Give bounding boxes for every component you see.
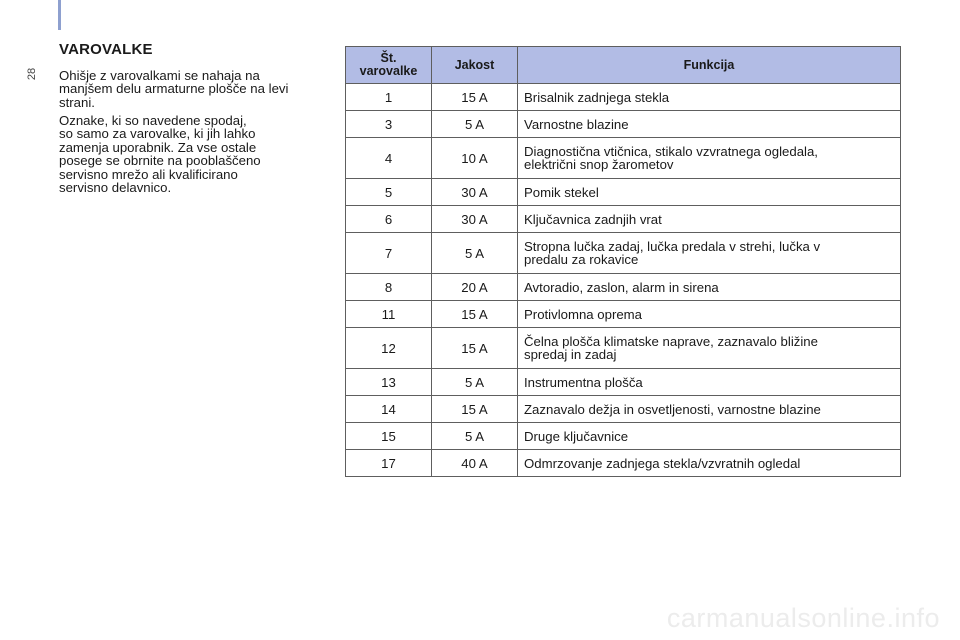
function-cell: Instrumentna plošča xyxy=(518,369,901,396)
section-title: VAROVALKE xyxy=(59,41,153,58)
amperage-cell: 15 A xyxy=(432,84,518,111)
amperage-cell: 40 A xyxy=(432,450,518,477)
function-cell: Stropna lučka zadaj, lučka predala v strehi, lučka v predalu za rokavice xyxy=(518,233,901,274)
amperage-cell: 5 A xyxy=(432,111,518,138)
function-cell: Pomik stekel xyxy=(518,179,901,206)
fuse-table xyxy=(345,46,901,477)
fuse-number-cell: 17 xyxy=(346,450,432,477)
table-header-row xyxy=(346,47,901,84)
fuse-number-cell: 13 xyxy=(346,369,432,396)
table-row xyxy=(346,233,901,274)
fuse-number-cell: 8 xyxy=(346,274,432,301)
table-row xyxy=(346,179,901,206)
table-row xyxy=(346,396,901,423)
table-row xyxy=(346,138,901,179)
watermark: carmanualsonline.info xyxy=(666,603,940,633)
table-row xyxy=(346,301,901,328)
function-cell: Odmrzovanje zadnjega stekla/vzvratnih ogledal xyxy=(518,450,901,477)
intro-paragraph: Ohišje z varovalkami se nahaja na manjšem delu armaturne plošče na levi strani. xyxy=(59,68,289,110)
function-cell: Druge ključavnice xyxy=(518,423,901,450)
function-cell: Brisalnik zadnjega stekla xyxy=(518,84,901,111)
table-row xyxy=(346,369,901,396)
amperage-cell: 10 A xyxy=(432,138,518,179)
fuse-number-cell: 1 xyxy=(346,84,432,111)
amperage-cell: 20 A xyxy=(432,274,518,301)
table-row xyxy=(346,84,901,111)
fuse-number-cell: 4 xyxy=(346,138,432,179)
amperage-cell: 15 A xyxy=(432,396,518,423)
page-number: 28 xyxy=(26,67,39,81)
fuse-number-cell: 3 xyxy=(346,111,432,138)
fuse-number-cell: 14 xyxy=(346,396,432,423)
fuse-number-cell: 12 xyxy=(346,328,432,369)
table-row xyxy=(346,450,901,477)
fuse-number-cell: 15 xyxy=(346,423,432,450)
amperage-cell: 5 A xyxy=(432,233,518,274)
fuse-number-cell: 7 xyxy=(346,233,432,274)
function-cell: Čelna plošča klimatske naprave, zaznavalo bližine spredaj in zadaj xyxy=(518,328,901,369)
table-row xyxy=(346,423,901,450)
amperage-cell: 15 A xyxy=(432,328,518,369)
fuse-number-cell: 5 xyxy=(346,179,432,206)
function-cell: Ključavnica zadnjih vrat xyxy=(518,206,901,233)
function-cell: Diagnostična vtičnica, stikalo vzvratnega ogledala, električni snop žarometov xyxy=(518,138,901,179)
table-row xyxy=(346,111,901,138)
header-fuse-number: Št. varovalke xyxy=(346,47,432,84)
header-function: Funkcija xyxy=(518,47,901,84)
table-row xyxy=(346,328,901,369)
amperage-cell: 15 A xyxy=(432,301,518,328)
function-cell: Protivlomna oprema xyxy=(518,301,901,328)
header-amperage: Jakost xyxy=(432,47,518,84)
function-cell: Varnostne blazine xyxy=(518,111,901,138)
table-row xyxy=(346,274,901,301)
amperage-cell: 5 A xyxy=(432,423,518,450)
function-cell: Zaznavalo dežja in osvetljenosti, varnostne blazine xyxy=(518,396,901,423)
function-cell: Avtoradio, zaslon, alarm in sirena xyxy=(518,274,901,301)
fuse-number-cell: 11 xyxy=(346,301,432,328)
note-paragraph: Oznake, ki so navedene spodaj, so samo za varovalke, ki jih lahko zamenja uporabnik. Za vse ostale posege se obrnite na pooblaščeno servisno mrežo ali kvalificirano servisno delavnico. xyxy=(59,113,261,196)
amperage-cell: 5 A xyxy=(432,369,518,396)
table-row xyxy=(346,206,901,233)
page-edge-line xyxy=(58,0,61,30)
amperage-cell: 30 A xyxy=(432,206,518,233)
amperage-cell: 30 A xyxy=(432,179,518,206)
fuse-number-cell: 6 xyxy=(346,206,432,233)
